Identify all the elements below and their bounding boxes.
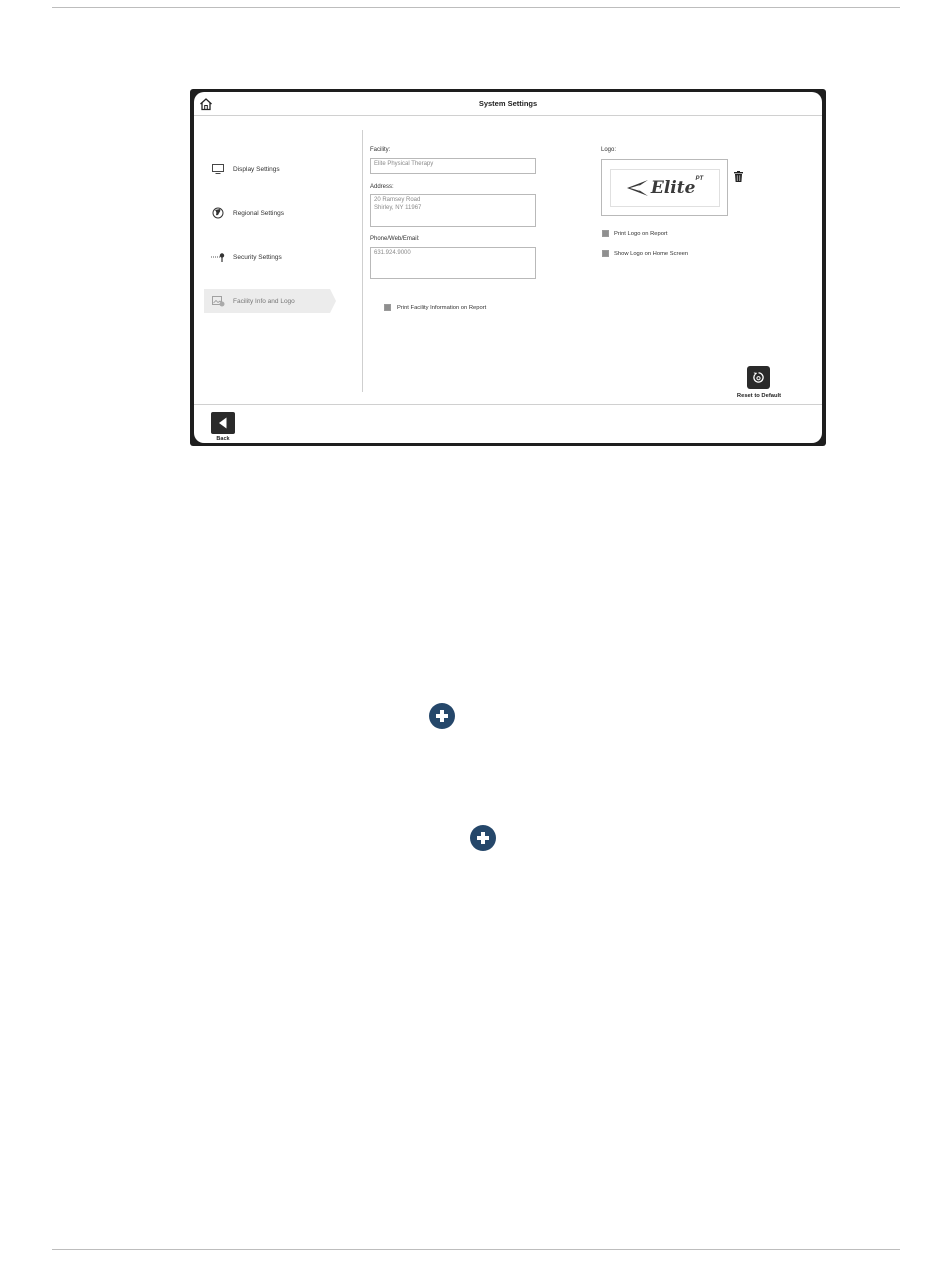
image-icon <box>210 295 226 307</box>
logo-label: Logo: <box>601 147 617 153</box>
back-arrow-icon <box>218 417 228 429</box>
bottom-divider <box>194 404 822 405</box>
title-bar <box>194 92 822 116</box>
page-bottom-rule <box>52 1249 900 1250</box>
key-icon <box>210 251 226 263</box>
sidebar-item-label: Security Settings <box>233 253 282 261</box>
facility-field[interactable]: Elite Physical Therapy <box>370 158 536 174</box>
sidebar-item-label: Regional Settings <box>233 209 284 217</box>
print-logo-checkbox[interactable] <box>602 230 609 237</box>
globe-icon <box>210 207 226 219</box>
facility-label: Facility: <box>370 147 391 153</box>
back-button[interactable] <box>211 412 235 434</box>
reset-to-default-button[interactable] <box>747 366 770 389</box>
sidebar-item-label: Facility Info and Logo <box>233 297 295 305</box>
sidebar-item-security-settings[interactable] <box>204 245 330 269</box>
logo-image <box>610 169 720 207</box>
show-logo-home-checkbox[interactable] <box>602 250 609 257</box>
system-settings-screen <box>194 92 822 443</box>
reset-icon <box>752 371 765 384</box>
vertical-divider <box>362 130 363 392</box>
sidebar-item-facility-info-and-logo[interactable] <box>204 289 330 313</box>
print-facility-info-checkbox[interactable] <box>384 304 391 311</box>
sidebar-item-display-settings[interactable] <box>204 157 330 181</box>
page-title: System Settings <box>478 99 538 108</box>
page-top-rule <box>52 7 900 8</box>
plus-circle-icon[interactable] <box>429 703 455 729</box>
sidebar-item-regional-settings[interactable] <box>204 201 330 225</box>
trash-icon[interactable] <box>734 171 743 182</box>
tablet-screenshot-frame <box>190 89 826 446</box>
settings-sidebar <box>194 116 362 404</box>
show-logo-home-label: Show Logo on Home Screen <box>614 251 689 257</box>
logo-preview[interactable] <box>601 159 728 216</box>
logo-wordmark: Elite$^{PT}$ <box>650 176 704 198</box>
contact-label: Phone/Web/Email: <box>370 236 420 242</box>
address-label: Address: <box>370 184 394 190</box>
print-logo-label: Print Logo on Report <box>614 231 668 237</box>
sidebar-item-label: Display Settings <box>233 165 280 173</box>
monitor-icon <box>210 163 226 175</box>
back-label: Back <box>216 436 230 442</box>
print-facility-info-label: Print Facility Information on Report <box>397 305 487 311</box>
phone-web-email-field[interactable]: 631.924.9000 <box>370 247 536 279</box>
plus-circle-icon[interactable] <box>470 825 496 851</box>
reset-to-default-label: Reset to Default <box>736 393 782 399</box>
logo-swoosh-icon <box>627 179 649 197</box>
address-field[interactable]: 20 Ramsey Road Shirley, NY 11967 <box>370 194 536 227</box>
